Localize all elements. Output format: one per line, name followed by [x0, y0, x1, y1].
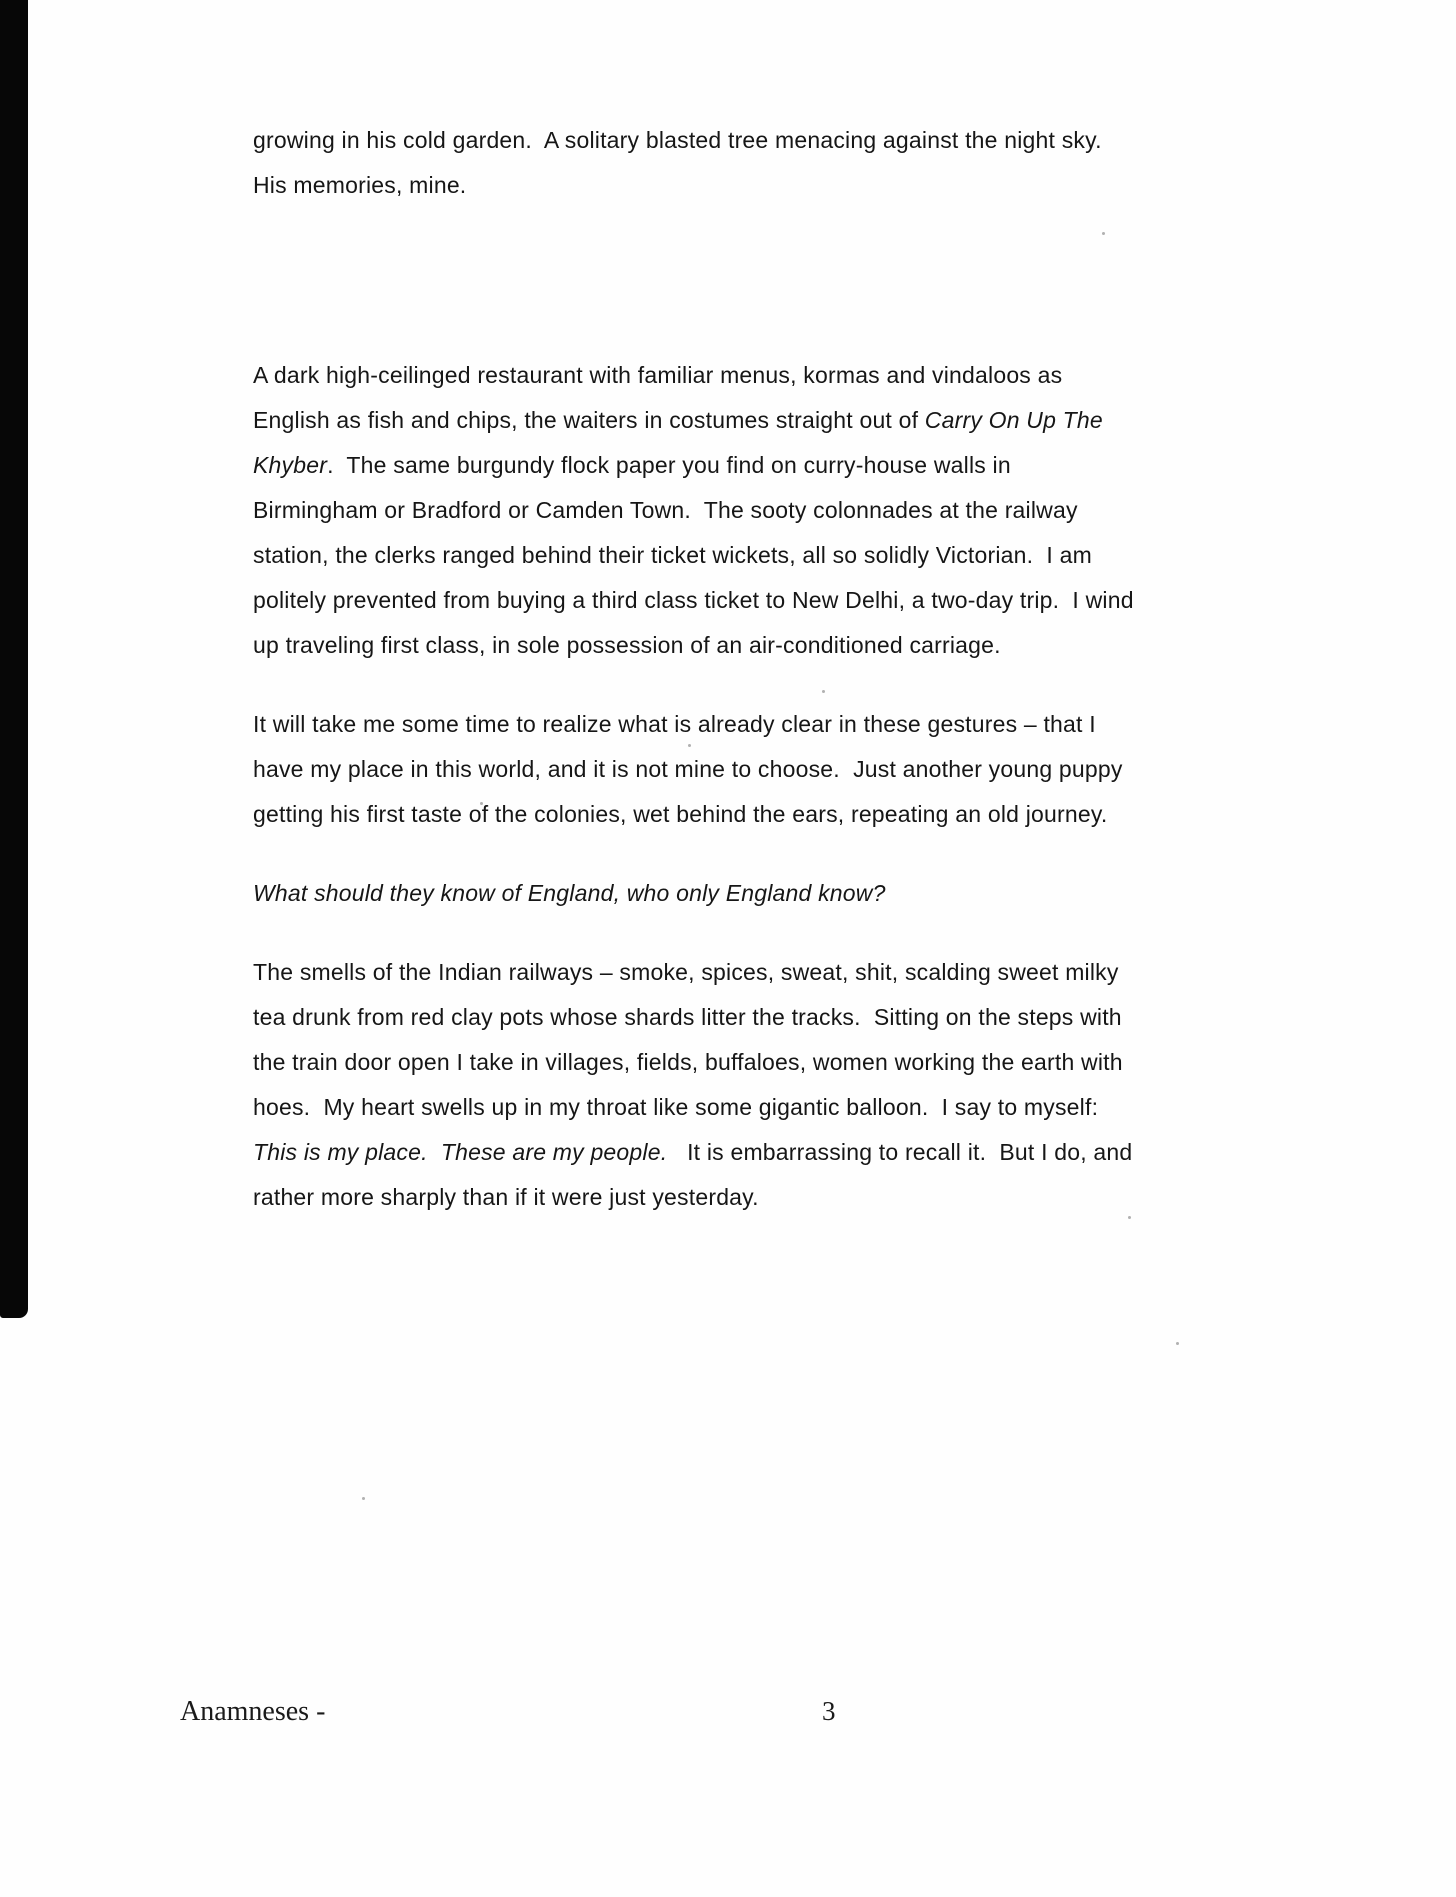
- scan-speckle: [362, 1497, 365, 1500]
- italic-text-run: What should they know of England, who only England know?: [253, 880, 886, 906]
- paragraph: [253, 871, 1137, 916]
- scan-speckle: [480, 802, 483, 805]
- italic-text-run: Carry On Up The Khyber: [253, 407, 1110, 478]
- scan-speckle: [1128, 1216, 1131, 1219]
- text-run: . The same burgundy flock paper you find on curry-house walls in Birmingham or Bradford or Camden Town. The sooty colonnades at the railway station, the clerks ranged behind their ticket wickets, all so solidly Victorian. I am politely prevented from buying a third class ticket to New Delhi, a two-day trip. I wind up traveling first class, in sole possession of an air-conditioned carriage.: [253, 452, 1141, 658]
- text-run: growing in his cold garden. A solitary blasted tree menacing against the night sky. His memories, mine.: [253, 127, 1115, 198]
- scan-speckle: [688, 744, 691, 747]
- text-run: A dark high-ceilinged restaurant with familiar menus, kormas and vindaloos as English as fish and chips, the waiters in costumes straight out of: [253, 362, 1069, 433]
- document-body: [253, 118, 1141, 1254]
- text-run: The smells of the Indian railways – smoke, spices, sweat, shit, scalding sweet milky tea drunk from red clay pots whose shards litter the tracks. Sitting on the steps with the train door open I take in villages, fields, buffaloes, women working the earth with hoes. My heart swells up in my throat like some gigantic balloon. I say to myself:: [253, 959, 1130, 1120]
- italic-text-run: This is my place. These are my people.: [253, 1139, 668, 1165]
- text-run: It is embarrassing to recall it. But I do, and rather more sharply than if it were just yesterday.: [253, 1139, 1139, 1210]
- scan-speckle: [1176, 1342, 1179, 1345]
- page-number: 3: [822, 1696, 836, 1726]
- paragraph: [253, 702, 1137, 837]
- paragraph: [253, 118, 1137, 208]
- paragraph: [253, 950, 1137, 1220]
- scan-edge-artifact: [0, 0, 28, 1318]
- footer-title: Anamneses -: [180, 1696, 326, 1727]
- scan-speckle: [1102, 232, 1105, 235]
- scan-speckle: [822, 690, 825, 693]
- paragraph: [253, 353, 1141, 668]
- text-run: It will take me some time to realize what is already clear in these gestures – that I have my place in this world, and it is not mine to choose. Just another young puppy getting his first taste of the colonies, wet behind the ears, repeating an old journey.: [253, 711, 1130, 827]
